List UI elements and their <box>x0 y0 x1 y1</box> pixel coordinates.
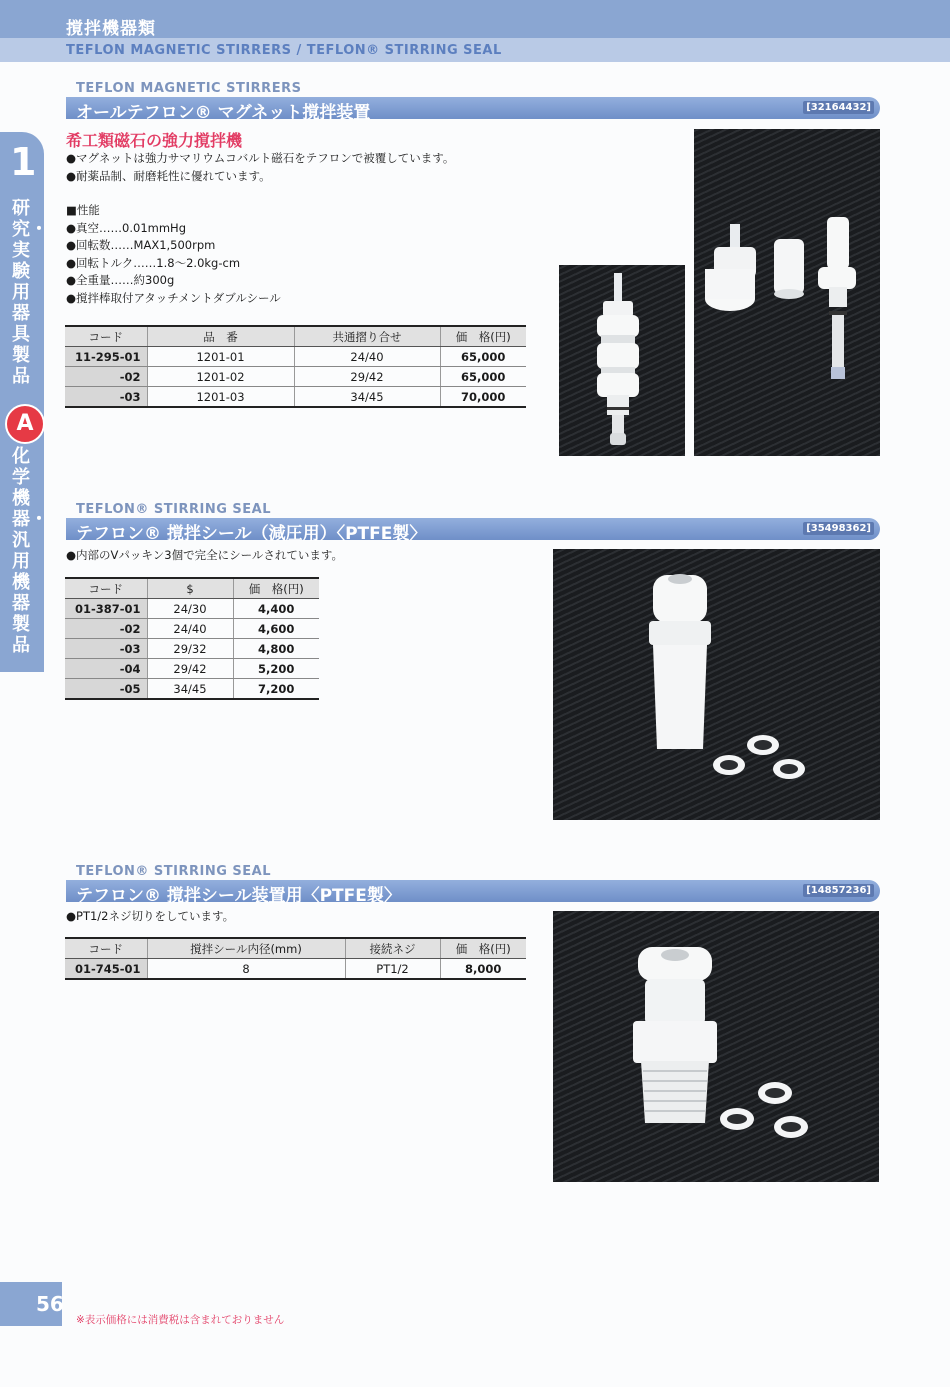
spec-item: ●撹拌棒取付アタッチメントダブルシール <box>66 290 281 305</box>
table-header: 共通摺り合せ <box>294 326 440 347</box>
spec-title: ■性能 <box>66 203 100 217</box>
cell-joint: 29/32 <box>147 639 233 659</box>
table-header: 品 番 <box>147 326 294 347</box>
table-header: $ <box>147 578 233 599</box>
cell-part: 1201-03 <box>147 387 294 408</box>
bullet: ●耐薬品制、耐磨耗性に優れています。 <box>66 168 271 183</box>
table-header-row <box>65 326 526 347</box>
table-header: 価 格(円) <box>440 326 526 347</box>
spec-item: ●真空……0.01mmHg <box>66 220 186 235</box>
cell-code: 01-745-01 <box>65 959 147 980</box>
cell-code: -02 <box>65 367 147 387</box>
cell-price: 70,000 <box>440 387 526 408</box>
cell-price: 4,600 <box>233 619 319 639</box>
cell-code: -03 <box>65 387 147 408</box>
section1-code: [32164432] <box>803 101 874 114</box>
cell-code: -03 <box>65 639 147 659</box>
bullet: ●マグネットは強力サマリウムコバルト磁石をテフロンで被覆しています。 <box>66 151 455 165</box>
spec-item: ●回転数……MAX1,500rpm <box>66 238 216 252</box>
cell-price: 4,800 <box>233 639 319 659</box>
cell-part: 1201-01 <box>147 347 294 367</box>
cell-joint: 24/30 <box>147 599 233 619</box>
table-row <box>65 639 319 659</box>
table-header-row <box>65 938 526 959</box>
stirrer-parts-illustration <box>694 129 880 456</box>
section3-title-bar <box>66 880 880 906</box>
side-tab-badge: A <box>5 404 45 444</box>
spec-item: ●全重量……約300g <box>66 273 175 287</box>
table-header: コード <box>65 938 147 959</box>
table-header: 価 格(円) <box>440 938 526 959</box>
section2-title: テフロン® 撹拌シール（減圧用）〈PTFE製〉 <box>76 524 427 544</box>
table-row <box>65 387 526 408</box>
cell-code: -04 <box>65 659 147 679</box>
table-row <box>65 367 526 387</box>
cell-inner-diameter: 8 <box>147 959 345 980</box>
section1-title: オールテフロン® マグネット撹拌装置 <box>76 103 371 123</box>
table-row <box>65 659 319 679</box>
table-row <box>65 959 526 980</box>
cell-price: 4,400 <box>233 599 319 619</box>
cell-joint: 29/42 <box>294 367 440 387</box>
product-photo-stirrer-parts <box>694 129 880 456</box>
section1-specs <box>66 202 281 307</box>
section3-title-en: TEFLON® STIRRING SEAL <box>76 864 271 879</box>
cell-price: 65,000 <box>440 367 526 387</box>
page-number: 56 <box>36 1292 64 1316</box>
stirrer-assembled-illustration <box>559 265 685 456</box>
side-tab-label-2: 化学機器・汎用機器製品 <box>12 446 48 656</box>
spec-item: ●回転トルク……1.8〜2.0kg-cm <box>66 255 241 270</box>
cell-code: -05 <box>65 679 147 700</box>
seal-fitting-illustration <box>553 911 879 1182</box>
stirring-seal-illustration <box>553 549 880 820</box>
footnote: ※表示価格には消費税は含まれておりません <box>76 1314 285 1326</box>
table-header: 撹拌シール内径(mm) <box>147 938 345 959</box>
cell-thread: PT1/2 <box>345 959 440 980</box>
table-row <box>65 679 319 700</box>
section2-price-table <box>65 577 319 700</box>
section2-title-bar <box>66 518 880 544</box>
section2-bullets <box>66 547 343 565</box>
side-tab-number: 1 <box>10 140 37 184</box>
table-row <box>65 599 319 619</box>
section3-title: テフロン® 撹拌シール装置用〈PTFE製〉 <box>76 886 401 906</box>
table-header: 価 格(円) <box>233 578 319 599</box>
section3-code: [14857236] <box>803 884 874 897</box>
cell-joint: 34/45 <box>147 679 233 700</box>
cell-part: 1201-02 <box>147 367 294 387</box>
section1-title-bar <box>66 97 880 123</box>
section3-bullets <box>66 908 234 926</box>
product-photo-stirrer-assembled <box>559 265 685 456</box>
table-header: コード <box>65 578 147 599</box>
cell-code: -02 <box>65 619 147 639</box>
cell-code: 11-295-01 <box>65 347 147 367</box>
table-header: 接続ネジ <box>345 938 440 959</box>
section1-price-table <box>65 325 526 408</box>
section1-bullets <box>66 150 454 185</box>
bullet: ●PT1/2ネジ切りをしています。 <box>66 909 235 923</box>
bullet: ●内部のVパッキン3個で完全にシールされています。 <box>66 548 343 562</box>
table-header-row <box>65 578 319 599</box>
section3-price-table <box>65 937 526 980</box>
cell-price: 7,200 <box>233 679 319 700</box>
cell-price: 65,000 <box>440 347 526 367</box>
header-title-en: TEFLON MAGNETIC STIRRERS / TEFLON® STIRRING SEAL <box>66 43 502 58</box>
header-title-jp: 撹拌機器類 <box>66 19 156 39</box>
table-row <box>65 347 526 367</box>
table-header: コード <box>65 326 147 347</box>
product-photo-seal-fitting <box>553 911 879 1182</box>
cell-joint: 24/40 <box>294 347 440 367</box>
cell-joint: 29/42 <box>147 659 233 679</box>
cell-price: 8,000 <box>440 959 526 980</box>
cell-joint: 34/45 <box>294 387 440 408</box>
product-photo-stirring-seal <box>553 549 880 820</box>
section2-title-en: TEFLON® STIRRING SEAL <box>76 502 271 517</box>
cell-price: 5,200 <box>233 659 319 679</box>
cell-joint: 24/40 <box>147 619 233 639</box>
section1-feature-title: 希工類磁石の強力撹拌機 <box>66 131 243 150</box>
section1-title-en: TEFLON MAGNETIC STIRRERS <box>76 81 302 96</box>
table-row <box>65 619 319 639</box>
side-tab-label-1: 研究・実験用器具製品 <box>12 198 48 387</box>
cell-code: 01-387-01 <box>65 599 147 619</box>
section2-code: [35498362] <box>803 522 874 535</box>
